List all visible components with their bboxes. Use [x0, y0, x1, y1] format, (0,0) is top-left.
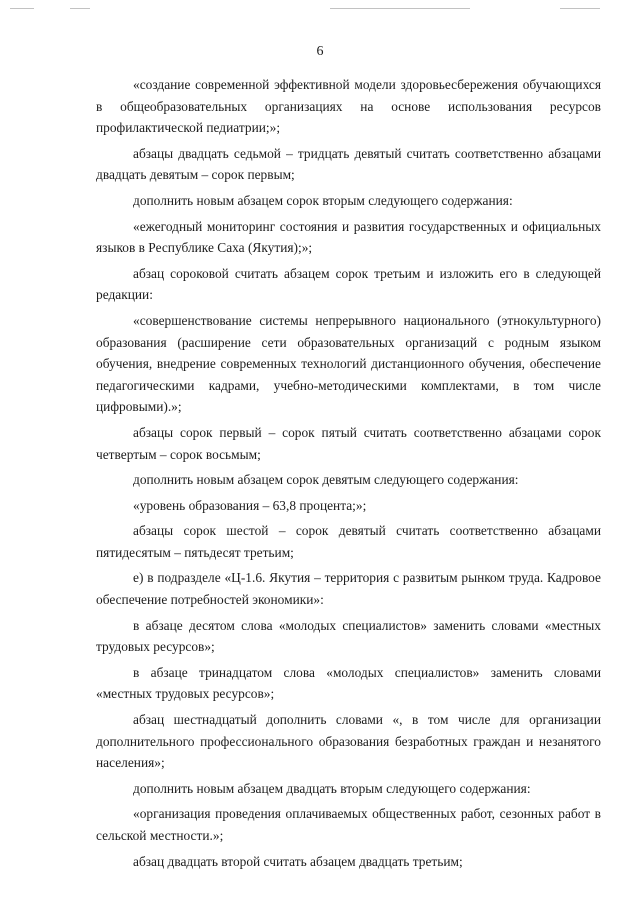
scan-artifact [560, 8, 600, 9]
paragraph: в абзаце десятом слова «молодых специалистов» заменить словами «местных трудовых ресурсов»; [96, 617, 601, 655]
paragraph: абзац двадцать второй считать абзацем двадцать третьим; [133, 853, 463, 869]
paragraph: абзац сороковой считать абзацем сорок третьим и изложить его в следующей редакции: [96, 265, 601, 303]
paragraph: е) в подразделе «Ц-1.6. Якутия – территория с развитым рынком труда. Кадровое обеспечение потребностей экономики»: [96, 570, 601, 608]
page-number: 6 [316, 44, 324, 59]
paragraph: «уровень образования – 63,8 процента;»; [133, 497, 367, 513]
paragraph: дополнить новым абзацем двадцать вторым следующего содержания: [133, 780, 531, 796]
paragraph: «ежегодный мониторинг состояния и развития государственных и официальных языков в Республике Саха (Якутия);»; [96, 218, 601, 256]
paragraph: абзацы сорок первый – сорок пятый считать соответственно абзацами сорок четвертым – сорок восьмым; [96, 424, 601, 462]
paragraph: абзацы двадцать седьмой – тридцать девятый считать соответственно абзацами двадцать девятым – сорок первым; [96, 145, 601, 183]
paragraph: в абзаце тринадцатом слова «молодых специалистов» заменить словами «местных трудовых ресурсов»; [96, 664, 601, 702]
scan-artifact [10, 8, 34, 9]
scan-artifact [70, 8, 90, 9]
paragraph: абзац шестнадцатый дополнить словами «, в том числе для организации дополнительного профессионального образования безработных граждан и незанятого населения»; [96, 712, 601, 771]
document-body [96, 74, 601, 872]
paragraph: «создание современной эффективной модели здоровьесбережения обучающихся в общеобразовательных организациях на основе использования ресурсов профилактической педиатрии;»; [96, 77, 601, 136]
paragraph: дополнить новым абзацем сорок девятым следующего содержания: [133, 472, 519, 488]
paragraph: «совершенствование системы непрерывного национального (этнокультурного) образования (расширение сети образовательных организаций с родным языком обучения, внедрение современных технологий дистанционного обучения, обеспечение педагогическими кадрами, учебно-методическими комплектами, в том числе цифровыми).»; [96, 312, 601, 415]
paragraph: «организация проведения оплачиваемых общественных работ, сезонных работ в сельской местности.»; [96, 806, 601, 843]
paragraph: дополнить новым абзацем сорок вторым следующего содержания: [133, 192, 513, 208]
scan-artifact [330, 8, 470, 9]
paragraph: абзацы сорок шестой – сорок девятый считать соответственно абзацами пятидесятым – пятьдесят третьим; [96, 523, 601, 560]
